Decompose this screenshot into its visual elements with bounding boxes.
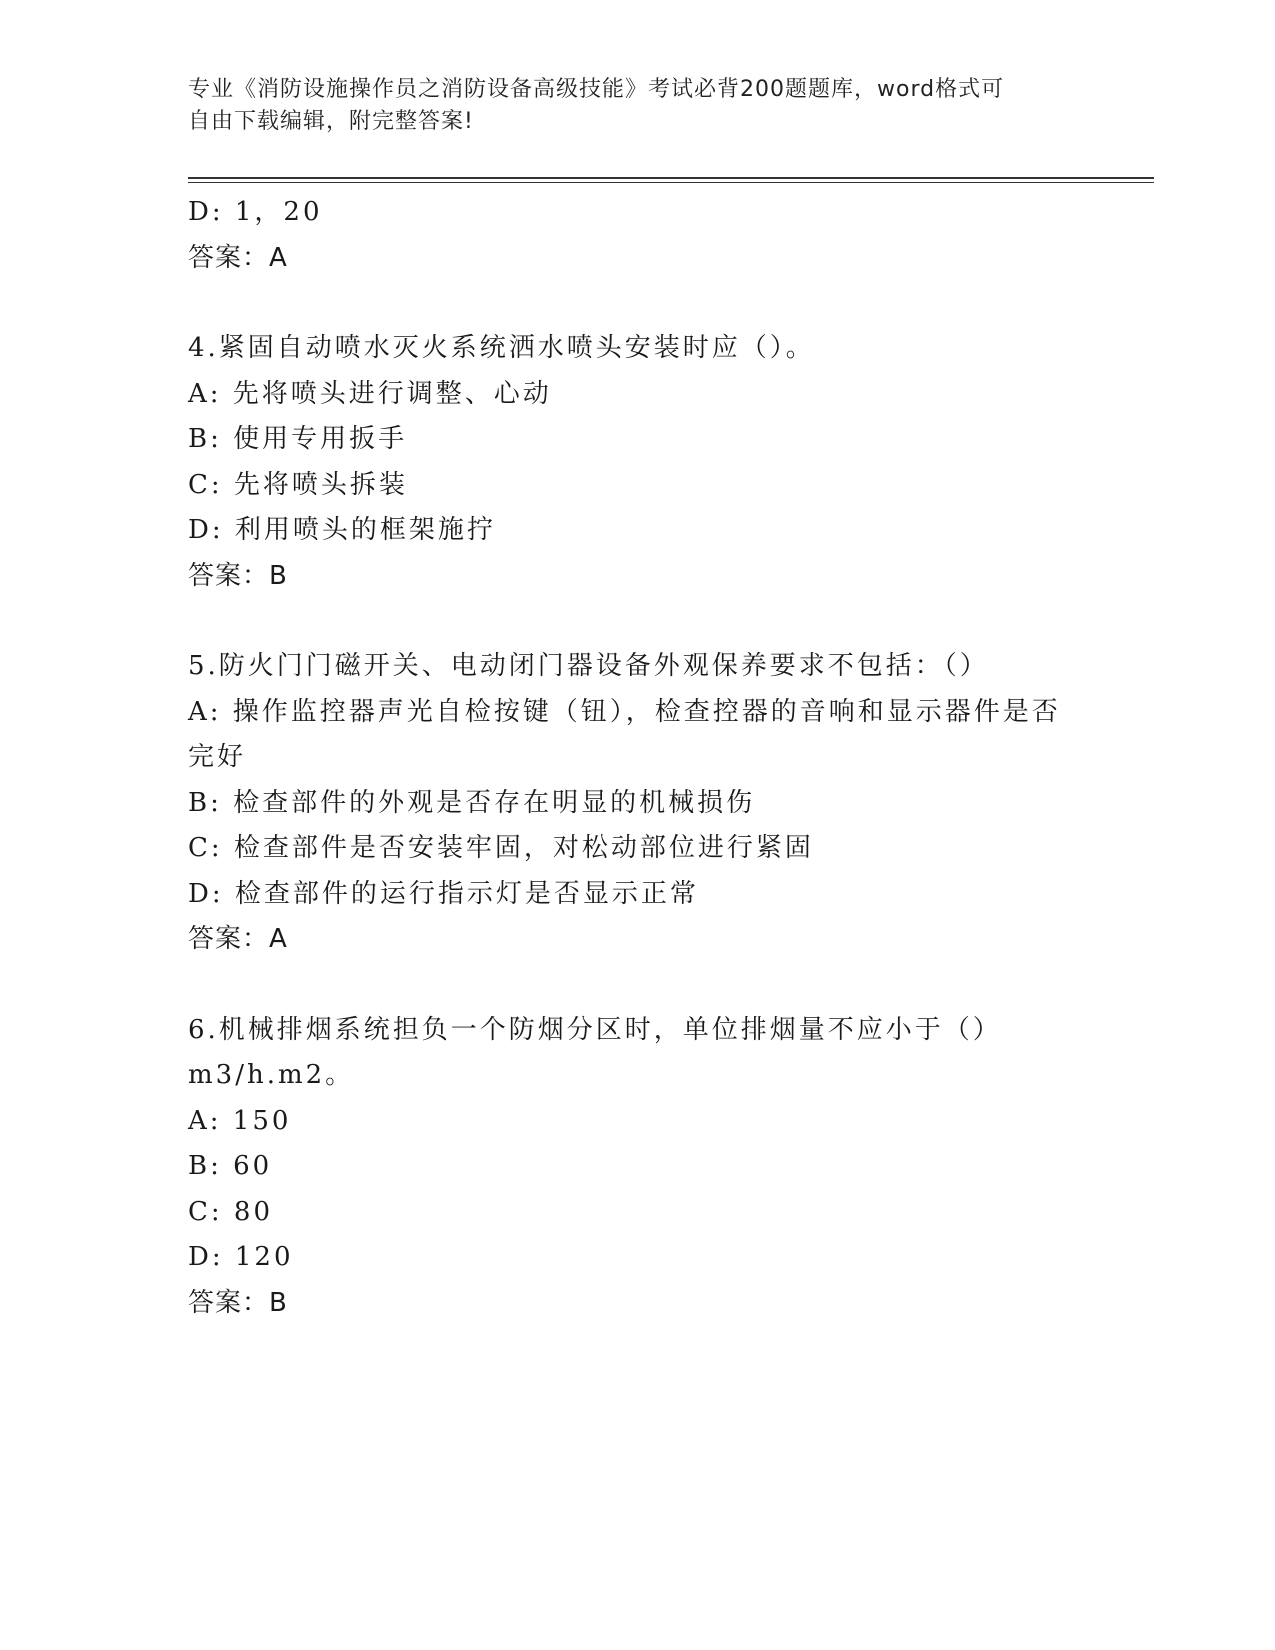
question-list xyxy=(188,190,1088,1326)
option-a: A: 操作监控器声光自检按键（钮），检查控器的音响和显示器件是否 xyxy=(188,696,1061,727)
header-divider-thick xyxy=(188,177,1154,179)
option-b: B: 60 xyxy=(188,1151,273,1181)
spacer xyxy=(188,599,1088,644)
option-d: D: 1，20 xyxy=(188,197,323,227)
question-text: 6.机械排烟系统担负一个防烟分区时，单位排烟量不应小于（） xyxy=(188,1014,1002,1045)
option-c: C: 80 xyxy=(188,1196,274,1227)
question-4 xyxy=(188,326,1088,599)
question-5 xyxy=(188,644,1088,963)
question-text: 4.紧固自动喷水灭火系统洒水喷头安装时应（）。 xyxy=(188,333,815,363)
question-text-continued: m3/h.m2。 xyxy=(188,1060,355,1090)
option-a-continued: 完好 xyxy=(188,742,247,772)
question-3 xyxy=(188,190,1088,281)
option-a: A: 先将喷头进行调整、心动 xyxy=(188,378,552,409)
option-c: C: 检查部件是否安装牢固，对松动部位进行紧固 xyxy=(188,833,814,863)
question-6 xyxy=(188,1008,1088,1327)
option-a: A: 150 xyxy=(188,1105,292,1136)
option-d: D: 120 xyxy=(188,1242,294,1272)
option-c: C: 先将喷头拆装 xyxy=(188,469,408,500)
option-b: B: 检查部件的外观是否存在明显的机械损伤 xyxy=(188,787,756,818)
spacer xyxy=(188,281,1088,326)
option-d: D: 检查部件的运行指示灯是否显示正常 xyxy=(188,878,699,909)
answer: 答案：B xyxy=(188,1287,288,1318)
spacer xyxy=(188,963,1088,1008)
header-title-line-1: 专业《消防设施操作员之消防设备高级技能》考试必背200题题库，word格式可 xyxy=(188,77,1005,102)
document-header xyxy=(188,74,1068,138)
header-divider-thin xyxy=(188,182,1154,183)
answer: 答案：A xyxy=(188,242,288,273)
option-d: D: 利用喷头的框架施拧 xyxy=(188,515,496,545)
answer: 答案：B xyxy=(188,560,288,591)
answer: 答案：A xyxy=(188,924,288,954)
option-b: B: 使用专用扳手 xyxy=(188,424,408,454)
question-text: 5.防火门门磁开关、电动闭门器设备外观保养要求不包括：（） xyxy=(188,651,989,681)
header-title-line-2: 自由下载编辑，附完整答案! xyxy=(188,109,474,134)
